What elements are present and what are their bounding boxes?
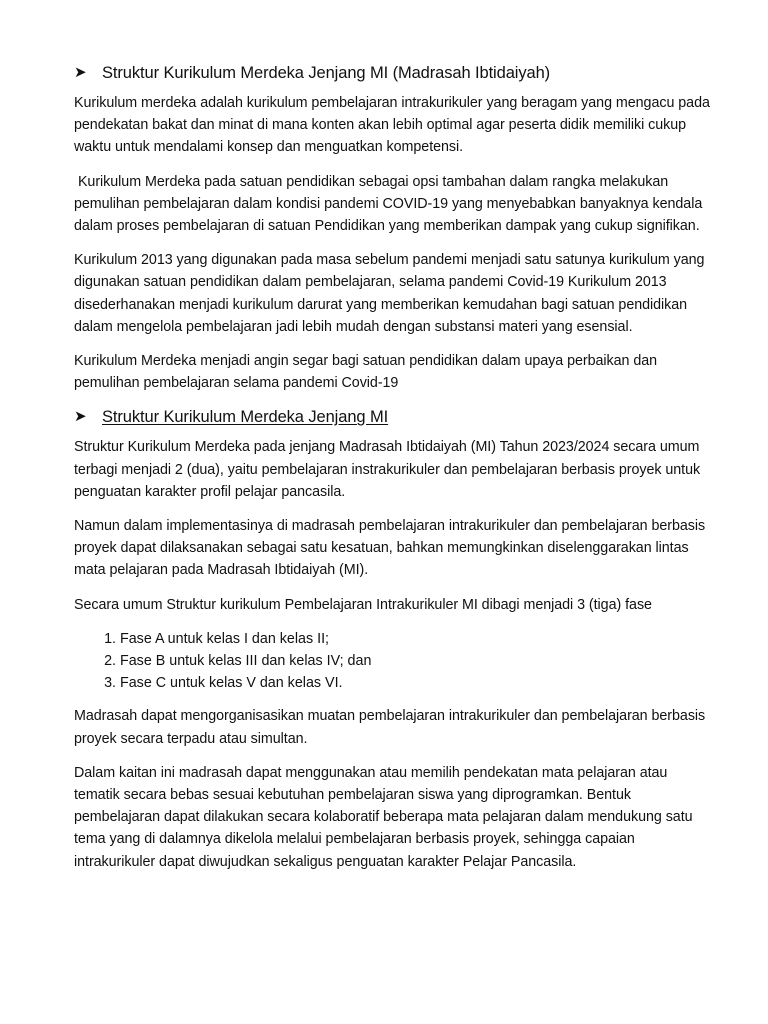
paragraph: Namun dalam implementasinya di madrasah pembelajaran intrakurikuler dan pembelajaran berbasis proyek dapat dilaksanakan sebagai satu kesatuan, bahkan memungkinkan diselenggarakan lintas mata pelajaran pada Madrasah Ibtidaiyah (MI).	[74, 518, 706, 579]
paragraph: Dalam kaitan ini madrasah dapat menggunakan atau memilih pendekatan mata pelajaran atau tematik secara bebas sesuai kebutuhan pembelajaran siswa yang diprogramkan. Bentuk pembelajaran dapat dilakukan secara kolaboratif beberapa mata pelajaran dalam mendukung satu tema yang di dalamnya dikelola melalui pembelajaran berbasis proyek, sehingga capaian intrakurikuler dapat diwujudkan sekaligus penguatan karakter Pelajar Pancasila.	[74, 764, 693, 870]
heading-text: Struktur Kurikulum Merdeka Jenjang MI (Madrasah Ibtidaiyah)	[102, 64, 551, 82]
arrow-bullet-icon: ➤	[74, 64, 87, 81]
paragraph: Kurikulum 2013 yang digunakan pada masa sebelum pandemi menjadi satu satunya kurikulum yang digunakan satuan pendidikan dalam pembelajaran, selama pandemi Covid-19 Kurikulum 2013 disederhanakan menjadi kurikulum darurat yang memberikan kemudahan bagi satuan pendidikan dalam mengelola pembelajaran jadi lebih mudah dengan substansi materi yang esensial.	[74, 252, 705, 335]
paragraph: Secara umum Struktur kurikulum Pembelajaran Intrakurikuler MI dibagi menjadi 3 (tiga) fase	[74, 596, 652, 613]
arrow-bullet-icon: ➤	[74, 408, 87, 426]
section-heading-jenjang-mi	[74, 406, 714, 428]
list-item: 3. Fase C untuk kelas V dan kelas VI.	[120, 672, 714, 694]
paragraph: Kurikulum Merdeka pada satuan pendidikan sebagai opsi tambahan dalam rangka melakukan pemulihan pembelajaran dalam kondisi pandemi COVID-19 yang menyebabkan banyaknya kendala dalam proses pembelajaran di satuan Pendidikan yang memberikan dampak yang cukup signifikan.	[74, 173, 707, 235]
paragraph: Struktur Kurikulum Merdeka pada jenjang Madrasah Ibtidaiyah (MI) Tahun 2023/2024 secara umum terbagi menjadi 2 (dua), yaitu pembelajaran instrakurikuler dan pembelajaran berbasis proyek untuk penguatan karakter profil pelajar pancasila.	[74, 439, 701, 500]
list-item: 2. Fase B untuk kelas III dan kelas IV; dan	[120, 650, 714, 672]
paragraph: Kurikulum Merdeka menjadi angin segar bagi satuan pendidikan dalam upaya perbaikan dan pemulihan pembelajaran selama pandemi Covid-19	[74, 353, 658, 392]
phase-list	[74, 628, 714, 695]
document-page	[74, 62, 714, 885]
list-item: 1. Fase A untuk kelas I dan kelas II;	[120, 628, 714, 650]
paragraph: Kurikulum merdeka adalah kurikulum pembelajaran intrakurikuler yang beragam yang mengacu pada pendekatan bakat dan minat di mana konten akan lebih optimal agar peserta didik memiliki cukup waktu untuk mendalami konsep dan menguatkan kompetensi.	[74, 95, 710, 156]
section-heading-struktur-mi	[74, 62, 714, 84]
paragraph: Madrasah dapat mengorganisasikan muatan pembelajaran intrakurikuler dan pembelajaran berbasis proyek secara terpadu atau simultan.	[74, 708, 706, 747]
heading-text: Struktur Kurikulum Merdeka Jenjang MI	[102, 408, 389, 427]
